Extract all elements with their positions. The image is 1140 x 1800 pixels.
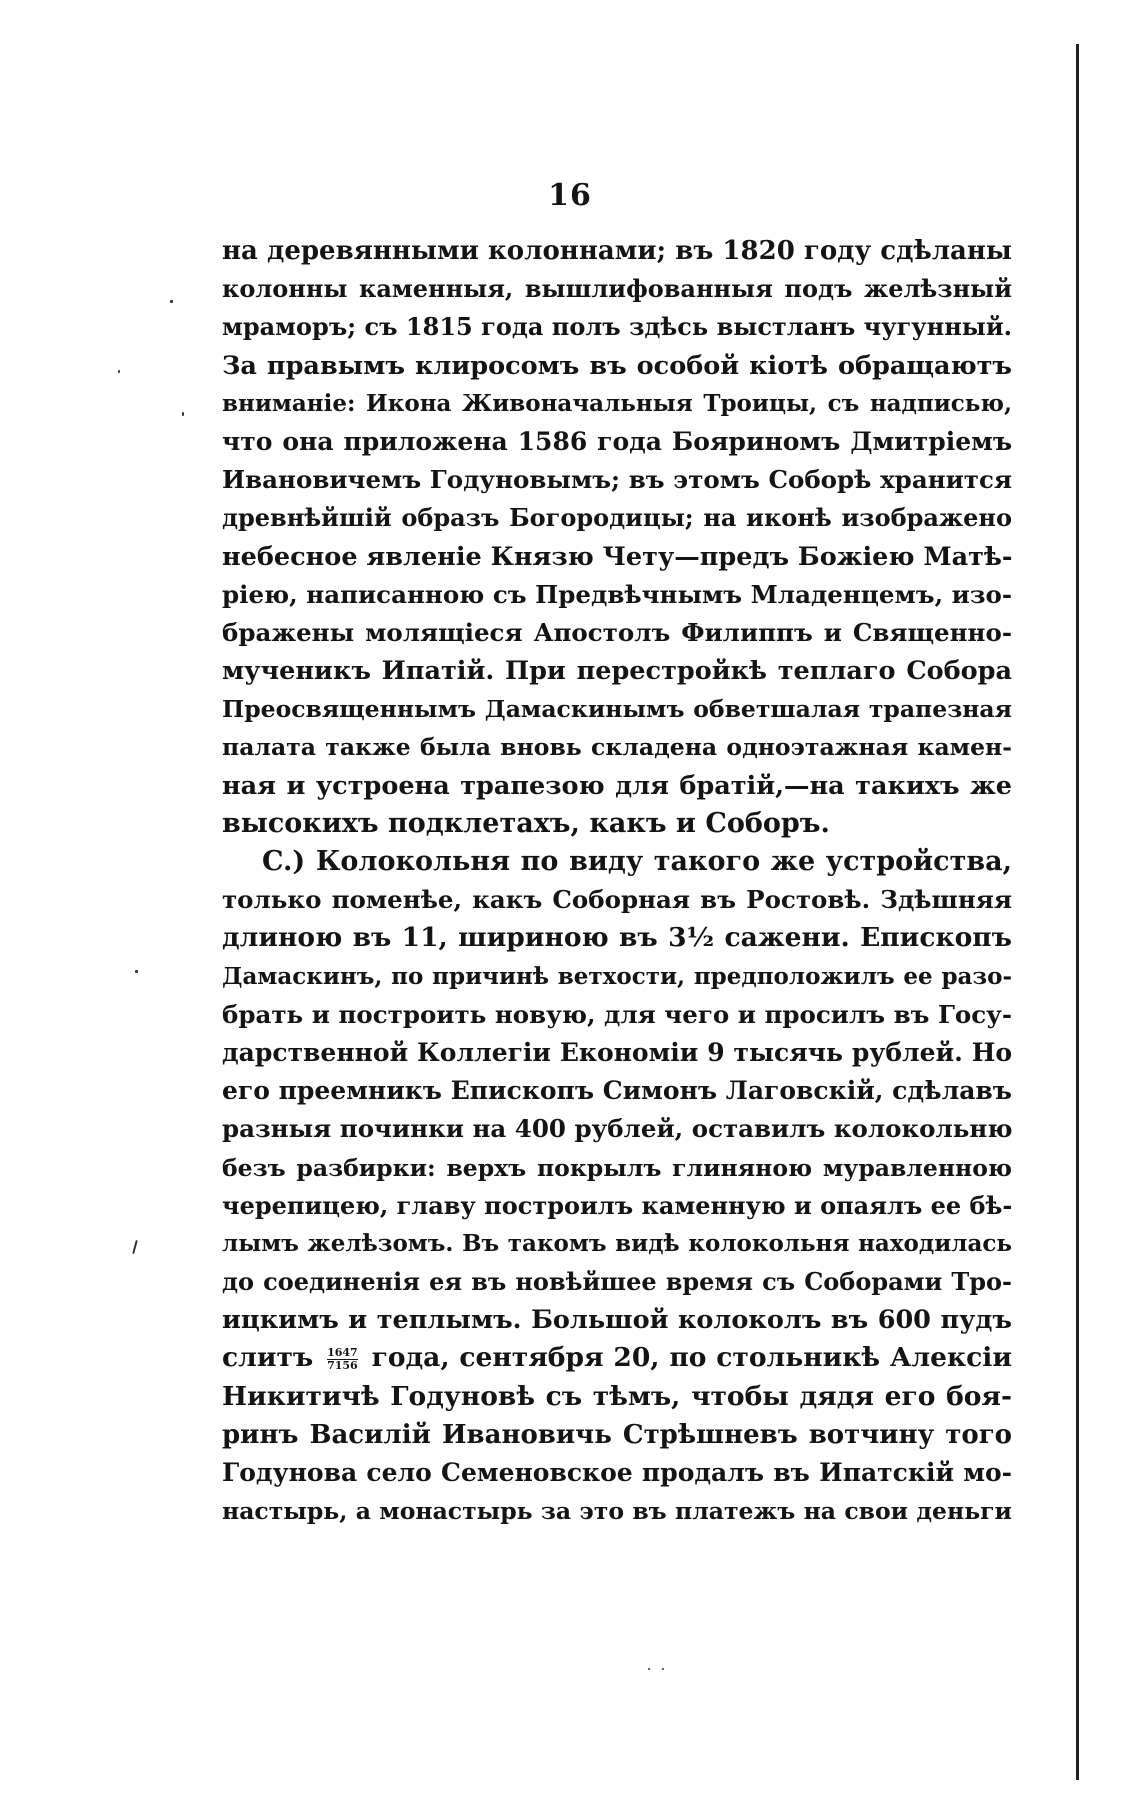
print-speck bbox=[170, 300, 173, 303]
print-speck bbox=[132, 1240, 138, 1254]
text-line: небесное явленіе Князю Чету—предъ Божіею Матѣ- bbox=[222, 541, 1012, 572]
text-line: разныя починки на 400 рублей, оставилъ колокольню bbox=[222, 1114, 1012, 1144]
text-line: только поменѣе, какъ Соборная въ Ростовѣ. Здѣшняя bbox=[222, 885, 1012, 915]
text-line: палата также была вновь складена одноэтажная камен- bbox=[222, 733, 1012, 762]
print-speck bbox=[182, 412, 184, 416]
text-line: что она приложена 1586 года Бояриномъ Дмитріемъ bbox=[222, 426, 1012, 456]
print-speck bbox=[118, 370, 120, 373]
text-line: черепицею, главу построилъ каменную и опаялъ ее бѣ- bbox=[222, 1190, 1012, 1220]
text-line: его преемникъ Епископъ Симонъ Лаговскій, сдѣлавъ bbox=[222, 1076, 1012, 1106]
text-line: Никитичѣ Годуновѣ съ тѣмъ, чтобы дядя его боя- bbox=[222, 1380, 1012, 1412]
text-line: За правымъ клиросомъ въ особой кіотѣ обращаютъ bbox=[222, 350, 1012, 381]
fraction-line-before: слитъ bbox=[222, 1342, 314, 1374]
text-line: ріею, написанною съ Предвѣчнымъ Младенцемъ, изо- bbox=[222, 579, 1012, 609]
print-speck bbox=[662, 1668, 664, 1670]
print-speck bbox=[648, 1668, 650, 1670]
text-line: брать и построить новую, для чего и просилъ въ Госу- bbox=[222, 999, 1012, 1029]
text-line: ринъ Василій Ивановичь Стрѣшневъ вотчину того bbox=[222, 1419, 1012, 1450]
text-line: безъ разбирки: верхъ покрылъ глиняною муравленною bbox=[222, 1153, 1012, 1182]
text-line: Преосвященнымъ Дамаскинымъ обветшалая трапезная bbox=[222, 695, 1012, 724]
text-line: дарственной Коллегіи Економіи 9 тысячь рублей. Но bbox=[222, 1037, 1012, 1067]
text-line-paragraph-end: высокихъ подклетахъ, какъ и Соборъ. bbox=[222, 807, 830, 839]
text-line: бражены молящіеся Апостолъ Филиппъ и Священно- bbox=[222, 617, 1012, 647]
text-line: Дамаскинъ, по причинѣ ветхости, предположилъ ее разо- bbox=[222, 962, 1012, 990]
year-fraction bbox=[327, 1347, 358, 1372]
text-line: древнѣйшій образъ Богородицы; на иконѣ изображено bbox=[222, 503, 1012, 533]
body-text bbox=[222, 232, 1012, 1530]
text-line: до соединенія ея въ новѣйшее время съ Соборами Тро- bbox=[222, 1267, 1012, 1297]
text-line: мученикъ Ипатій. При перестройкѣ теплаго Собора bbox=[222, 656, 1012, 687]
text-line: настырь, а монастырь за это въ платежъ на свои деньги bbox=[222, 1497, 1012, 1526]
year-fraction-denominator: 7156 bbox=[327, 1358, 358, 1372]
text-line: лымъ желѣзомъ. Въ такомъ видѣ колокольня находилась bbox=[222, 1229, 1012, 1257]
text-line: вниманіе: Икона Живоначальныя Троицы, съ надписью, bbox=[222, 389, 1012, 417]
text-line: на деревянными колоннами; въ 1820 году сдѣланы bbox=[222, 236, 1012, 266]
text-line: длиною въ 11, шириною въ 3½ сажени. Епископъ bbox=[222, 922, 1012, 954]
year-fraction-numerator: 1647 bbox=[327, 1345, 358, 1359]
page-edge-rule bbox=[1076, 44, 1079, 1780]
text-line-with-date-fraction bbox=[222, 1339, 1012, 1377]
text-line: ицкимъ и теплымъ. Большой колоколъ въ 600 пудъ bbox=[222, 1305, 1012, 1336]
text-line: колонны каменныя, вышлифованныя подъ желѣзный bbox=[222, 274, 1012, 304]
text-line-paragraph-start: C.) Колокольня по виду такого же устройства, bbox=[262, 846, 1012, 877]
text-line: Годунова село Семеновское продалъ въ Ипатскій мо- bbox=[222, 1458, 1012, 1487]
text-line: ная и устроена трапезою для братій,—на такихъ же bbox=[222, 770, 1012, 801]
page-number: 16 bbox=[548, 178, 592, 213]
text-line: Ивановичемъ Годуновымъ; въ этомъ Соборѣ хранится bbox=[222, 465, 1012, 495]
fraction-line-after: года, сентября 20, по стольникѣ Алексіи bbox=[371, 1342, 1012, 1374]
print-speck bbox=[135, 970, 138, 973]
text-line: мраморъ; съ 1815 года полъ здѣсь выстланъ чугунный. bbox=[222, 312, 1012, 342]
